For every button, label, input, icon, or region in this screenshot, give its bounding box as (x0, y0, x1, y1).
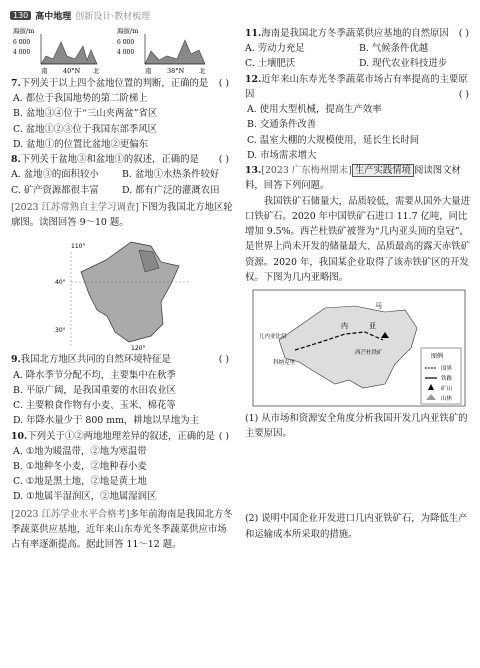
ytick-6000-b: 6 000 (117, 39, 135, 46)
profile-ylabel-2: 海拔/m (117, 27, 139, 35)
q12-opt-d[interactable]: D. 市场需求增大 (247, 149, 317, 161)
q11-opt-b[interactable]: B. 气候条件优越 (359, 43, 429, 55)
south-label-2: 南 (145, 67, 152, 75)
map1-lat-30: 30° (55, 327, 66, 335)
map2-label-gb: 几内亚比绍 (259, 333, 287, 340)
lat-label: 40°N (63, 67, 81, 75)
north-china-map (11, 232, 233, 352)
q9-opt-a[interactable]: A. 降水季节分配不均，主要集中在秋季 (13, 369, 176, 381)
q10-opt-b[interactable]: B. ①地种冬小麦，②地种春小麦 (13, 460, 147, 472)
q13-material: 我国铁矿石储量大，品质较低，需要从国外大量进口铁矿石。2020 年中国铁矿石进口 11.7 亿吨，同比增加 9.5%。西芒杜铁矿被誉为“几内亚头顶的皇冠”，是世界上尚未开发的储量最大、品质最高的露天赤铁矿资源。2020 年，我国某企业取得了该赤铁矿区的开发权。下图为几内亚略图。 (245, 195, 471, 283)
lat-label-2: 38°N (167, 67, 185, 75)
q7-opt-a[interactable]: A. 都位于我国地势的第二阶梯上 (13, 93, 148, 105)
q12-opt-a[interactable]: A. 使用大型机械，提高生产效率 (247, 104, 382, 116)
right-column (245, 26, 473, 542)
answer-space-1[interactable] (245, 441, 473, 511)
q10-opt-a[interactable]: A. ①地为暖温带，②地为寒温带 (13, 445, 147, 457)
south-label: 南 (41, 67, 48, 75)
q8-opt-c[interactable]: C. 矿产资源都很丰富 (11, 184, 99, 196)
legend-mountain: 山体 (441, 395, 453, 402)
q11-stem: 11.海南是我国北方冬季蔬菜供应基地的自然原因 ( ) (245, 28, 469, 39)
page-header (10, 8, 470, 22)
q11-opt-d[interactable]: D. 现代农业科技进步 (359, 58, 448, 70)
header-brand: 创新设计·教材梳理 (75, 11, 151, 22)
legend-mine: 矿山 (441, 385, 453, 392)
header-title: 高中地理 (35, 11, 72, 22)
map2-label-nei: 内 (341, 321, 348, 330)
profile-chart (11, 26, 233, 76)
map2-label-ya: 亚 (369, 321, 376, 330)
q9-opt-d[interactable]: D. 年降水量少于 800 mm，耕地以旱地为主 (13, 415, 200, 427)
q9-opt-c[interactable]: C. 主要粮食作物有小麦、玉米、棉花等 (13, 400, 176, 412)
map1-lon-110: 110° (71, 243, 86, 251)
map2-label-ma: 马 (375, 301, 382, 310)
q7-opt-d[interactable]: D. 盆地①的位置比盆地②更偏东 (13, 138, 149, 150)
context-tag: 生产实践情境 (352, 164, 414, 177)
source-note-2: [2023 江苏学业水平合格考]多年前海南是我国北方冬季蔬菜供应基地，近年来山东寿光冬季蔬菜供应市场占有率逐渐提高。据此回答 11～12 题。 (11, 508, 233, 551)
q9-stem: 9.我国北方地区共同的自然环境特征是 ( ) (11, 354, 229, 366)
ytick-6000: 6 000 (13, 39, 31, 46)
north-label: 北 (93, 67, 100, 75)
q12-opt-c[interactable]: C. 温室大棚的大规模使用，延长生长时间 (247, 134, 420, 146)
legend-title: 图例 (431, 352, 444, 360)
q13-sub2: (2) 说明中国企业开发进口几内亚铁矿石，为降低生产和运输成本所采取的措施。 (245, 513, 468, 540)
q8-stem: 8.下列关于盆地③和盆地①的叙述，正确的是 ( ) (11, 154, 229, 166)
q7-stem: 7.下列关于以上四个盆地位置的判断，正确的是 ( ) (11, 78, 229, 89)
source-note-1: [2023 江苏常熟自主学习调查]下图为我国北方地区轮廓图。读图回答 9～10 题。 (11, 201, 233, 229)
q10-opt-d[interactable]: D. ①地属半湿润区，②地属湿润区 (13, 491, 157, 503)
q10-opt-c[interactable]: C. ①地是黑土地，②地是黄土地 (13, 476, 147, 488)
q13-stem: 13.[2023 广东梅州期末] 生产实践情境 阅读图文材料，回答下列问题。 (245, 165, 461, 192)
q11-opt-c[interactable]: C. 土壤肥沃 (245, 58, 296, 70)
q7-opt-b[interactable]: B. 盆地③④位于“三山夹两盆”省区 (13, 108, 158, 120)
left-column (11, 26, 233, 554)
map2-label-simandou: 西芒杜铁矿 (355, 349, 383, 356)
profile-ylabel: 海拔/m (13, 27, 35, 35)
legend-border: 国界 (441, 365, 453, 372)
q9-opt-b[interactable]: B. 平原广阔，是我国重要的水田农业区 (13, 384, 176, 396)
ytick-4000: 4 000 (13, 49, 31, 56)
q13-sub1: (1) 从市场和资源安全角度分析我国开发几内亚铁矿的主要原因。 (245, 412, 468, 440)
q7-opt-c[interactable]: C. 盆地①②③位于我国东部季风区 (13, 123, 158, 135)
guinea-map (245, 288, 473, 408)
north-label-2: 北 (199, 67, 206, 75)
q11-opt-a[interactable]: A. 劳动力充足 (245, 43, 305, 55)
q8-opt-b[interactable]: B. 盆地①水热条件较好 (122, 169, 220, 181)
legend-rail: 铁路 (441, 375, 453, 382)
north-map-svg (11, 232, 233, 352)
q12-stem: 12.近年来山东寿光冬季蔬菜市场占有率提高的主要原因 ( ) (245, 73, 469, 100)
q8-opt-a[interactable]: A. 盆地③的面积较小 (11, 169, 99, 181)
map1-lat-40: 40° (55, 279, 66, 287)
q12-opt-b[interactable]: B. 交通条件改善 (247, 119, 317, 131)
map1-lon-120: 120° (131, 345, 146, 353)
guinea-map-svg (245, 288, 473, 408)
q10-stem: 10.下列关于①②两地地理差异的叙述，正确的是 ( ) (11, 430, 229, 442)
map2-label-conakry: 科纳克里 (273, 359, 296, 366)
terrain-profiles (11, 26, 233, 76)
q8-opt-d[interactable]: D. 都有广泛的灌溉农田 (122, 184, 220, 196)
page-number: 130 (10, 11, 31, 20)
ytick-4000-b: 4 000 (117, 49, 135, 56)
